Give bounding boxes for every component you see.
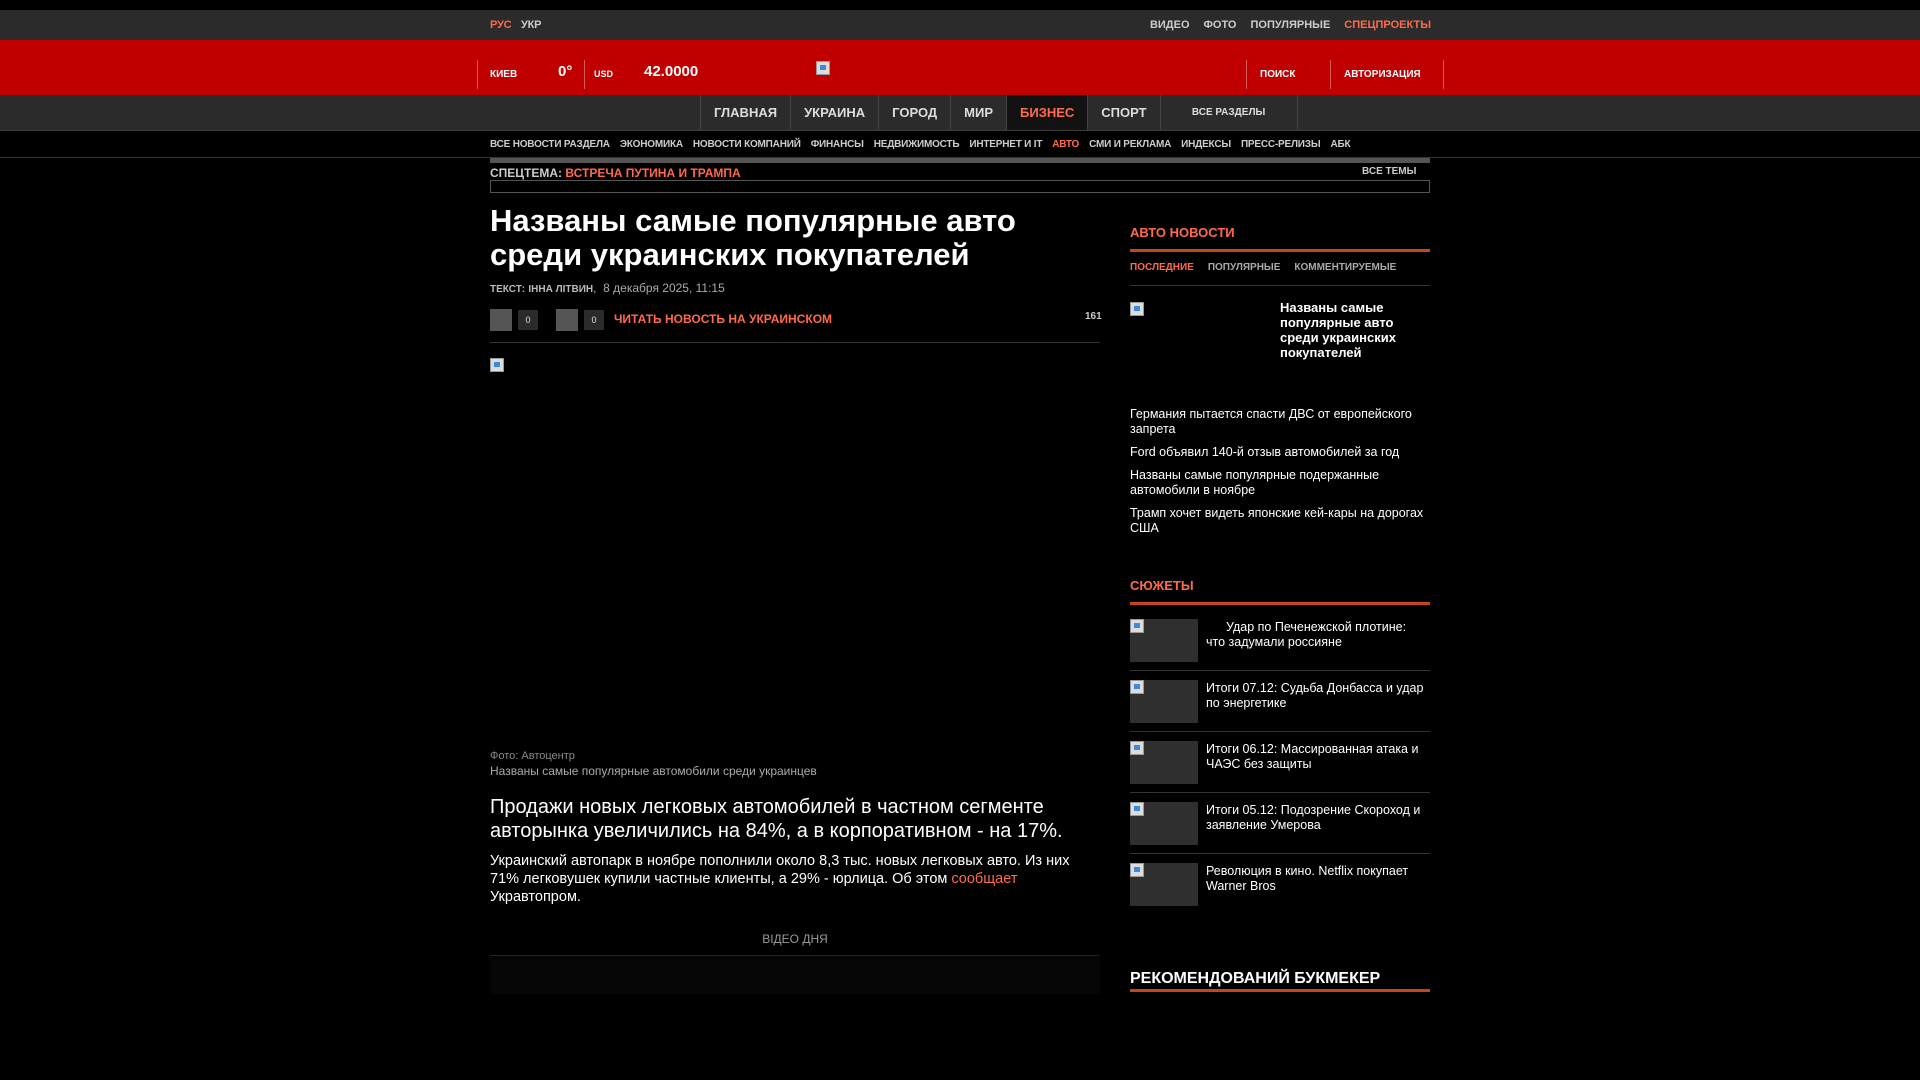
auto-news-heading: АВТО НОВОСТИ — [1130, 225, 1235, 240]
story-title: Удар по Печенежской плотине: что задумали россияне — [1206, 620, 1407, 649]
source-link[interactable]: сообщает — [951, 871, 1018, 887]
body-text: Укравтопром. — [490, 889, 581, 905]
divider — [1130, 670, 1430, 671]
share-count: 0 — [518, 310, 538, 330]
divider — [584, 60, 585, 89]
story-title: Революция в кино. Netflix покупает Warner Bros — [1206, 864, 1409, 893]
currency-code: USD — [594, 69, 614, 79]
tab-popular[interactable]: ПОПУЛЯРНЫЕ — [1207, 262, 1281, 273]
share-buttons — [490, 309, 604, 331]
news-item[interactable]: Трамп хочет видеть японские кей-кары на дорогах США — [1130, 506, 1424, 535]
read-in-ukrainian-link[interactable]: ЧИТАТЬ НОВОСТЬ НА УКРАИНСКОМ — [614, 312, 833, 326]
nav-sport[interactable]: СПОРТ — [1087, 95, 1159, 130]
currency-rate: 42.0000 — [644, 63, 699, 80]
top-links — [1150, 10, 1431, 40]
special-topic-link[interactable]: ВСТРЕЧА ПУТИНА И ТРАМПА — [565, 166, 741, 180]
subnav-media[interactable]: СМИ И РЕКЛАМА — [1089, 138, 1172, 150]
news-item[interactable]: Германия пытается спасти ДВС от европейского запрета — [1130, 407, 1412, 436]
broken-image-icon — [1130, 741, 1144, 755]
lang-ru-link[interactable]: РУС — [490, 19, 512, 31]
article-byline: ТЕКСТ: ІННА ЛІТВИН, 8 декабря 2025, 11:15 — [490, 281, 725, 295]
share-telegram-button[interactable] — [556, 309, 578, 331]
nav-all-sections[interactable]: ВСЕ РАЗДЕЛЫ — [1160, 95, 1298, 130]
subnav-company-news[interactable]: НОВОСТИ КОМПАНИЙ — [692, 138, 801, 150]
divider — [1443, 60, 1444, 89]
story-title: Итоги 06.12: Массированная атака и ЧАЭС без защиты — [1206, 742, 1419, 771]
divider — [1130, 249, 1430, 252]
divider — [1330, 60, 1331, 89]
divider — [1130, 285, 1430, 286]
story-title: Итоги 07.12: Судьба Донбасса и удар по энергетике — [1206, 681, 1424, 710]
author-link[interactable]: ІННА ЛІТВИН — [528, 284, 594, 295]
divider — [1130, 989, 1430, 992]
stories-heading: СЮЖЕТЫ — [1130, 578, 1194, 593]
byline-prefix: ТЕКСТ: — [490, 284, 526, 295]
nav-city[interactable]: ГОРОД — [878, 95, 950, 130]
subnav-economy[interactable]: ЭКОНОМИКА — [619, 138, 683, 150]
article-date: 8 декабря 2025, 11:15 — [603, 281, 725, 295]
broken-image-icon — [1130, 680, 1144, 694]
login-button[interactable]: АВТОРИЗАЦИЯ — [1344, 69, 1421, 80]
header-band — [0, 40, 1920, 95]
story-thumbnail — [1130, 741, 1198, 784]
broken-image-icon — [1130, 863, 1144, 877]
divider — [1130, 853, 1430, 854]
tab-latest[interactable]: ПОСЛЕДНИЕ — [1130, 262, 1194, 273]
sub-nav — [0, 131, 1920, 158]
photo-credit: Фото: Автоцентр — [490, 750, 575, 762]
story-thumbnail — [1130, 802, 1198, 845]
photo-caption: Названы самые популярные автомобили среди украинцев — [490, 764, 817, 778]
video-link[interactable]: ВИДЕО — [1149, 19, 1190, 31]
news-tabs — [1130, 262, 1396, 273]
subnav-realty[interactable]: НЕДВИЖИМОСТЬ — [873, 138, 960, 150]
share-count: 0 — [584, 310, 604, 330]
subnav-abk[interactable]: АБК — [1330, 138, 1351, 150]
top-utility-bar — [0, 10, 1920, 40]
nav-ukraine[interactable]: УКРАИНА — [790, 95, 878, 130]
story-item[interactable] — [1130, 619, 1430, 679]
nav-business[interactable]: БИЗНЕС — [1006, 95, 1087, 130]
search-button[interactable]: ПОИСК — [1260, 69, 1296, 80]
article-lead: Продажи новых легковых автомобилей в частном сегменте авторынка увеличились на 84%, а в корпоративном - на 17%. — [490, 796, 1063, 842]
view-count: 161 — [1085, 311, 1102, 322]
main-nav — [0, 95, 1920, 131]
story-item[interactable] — [1130, 863, 1430, 923]
weather-temperature: 0° — [558, 63, 573, 80]
broken-image-icon — [1130, 619, 1144, 633]
weather-city: КИЕВ — [490, 69, 518, 80]
news-item[interactable]: Ford объявил 140-й отзыв автомобилей за год — [1130, 445, 1400, 459]
story-thumbnail — [1130, 680, 1198, 723]
auto-news-list — [1130, 407, 1430, 544]
nav-home[interactable]: ГЛАВНАЯ — [700, 95, 790, 130]
broken-image-icon — [1130, 802, 1144, 816]
divider — [1246, 60, 1247, 89]
popular-link[interactable]: ПОПУЛЯРНЫЕ — [1250, 19, 1331, 31]
special-projects-link[interactable]: СПЕЦПРОЕКТЫ — [1344, 19, 1431, 31]
news-item[interactable]: Названы самые популярные подержанные автомобили в ноябре — [1130, 468, 1380, 497]
special-topic-label: СПЕЦТЕМА: — [490, 166, 563, 180]
story-title: Итоги 05.12: Подозрение Скороход и заявление Умерова — [1206, 803, 1421, 832]
nav-world[interactable]: МИР — [950, 95, 1006, 130]
featured-news-image[interactable] — [1130, 302, 1144, 316]
story-item[interactable] — [1130, 680, 1430, 740]
special-topic-box — [490, 180, 1430, 193]
all-topics-link[interactable]: ВСЕ ТЕМЫ — [1362, 166, 1417, 177]
share-facebook-button[interactable] — [490, 309, 512, 331]
video-player[interactable] — [490, 955, 1100, 994]
subnav-internet-it[interactable]: ИНТЕРНЕТ И IT — [969, 138, 1043, 150]
featured-news-title[interactable]: Названы самые популярные авто среди украинских покупателей — [1280, 300, 1396, 360]
article-photo — [490, 358, 1100, 748]
bookmaker-heading: РЕКОМЕНДОВАНИЙ БУКМЕКЕР — [1130, 970, 1381, 987]
tab-commented[interactable]: КОММЕНТИРУЕМЫЕ — [1294, 262, 1397, 273]
divider — [1130, 731, 1430, 732]
photo-link[interactable]: ФОТО — [1203, 19, 1237, 31]
story-item[interactable] — [1130, 741, 1430, 801]
divider — [490, 342, 1100, 343]
subnav-indexes[interactable]: ИНДЕКСЫ — [1181, 138, 1231, 150]
lang-ua-link[interactable]: УКР — [521, 19, 542, 31]
article-title: Названы самые популярные авто среди украинских покупателей — [490, 203, 1016, 272]
site-logo[interactable] — [816, 61, 830, 75]
subnav-all-news[interactable]: ВСЕ НОВОСТИ РАЗДЕЛА — [490, 138, 610, 150]
article-body — [490, 852, 1102, 906]
story-thumbnail — [1130, 619, 1198, 662]
subnav-auto[interactable]: АВТО — [1052, 138, 1080, 150]
divider — [477, 60, 478, 89]
broken-image-icon — [490, 358, 504, 372]
divider — [1130, 602, 1430, 605]
divider — [1130, 792, 1430, 793]
subnav-finance[interactable]: ФИНАНСЫ — [810, 138, 864, 150]
body-text: Украинский автопарк в ноябре пополнили около 8,3 тыс. новых легковых авто. Из них 71% легковушек купили частные клиенты, а 29% - юрлица. Об этом — [490, 853, 1070, 887]
subnav-press-releases[interactable]: ПРЕСС-РЕЛИЗЫ — [1240, 138, 1321, 150]
special-topic-bar — [490, 158, 1430, 163]
story-thumbnail — [1130, 863, 1198, 906]
video-of-day-label: ВІДЕО ДНЯ — [762, 932, 828, 946]
story-item[interactable] — [1130, 802, 1430, 862]
